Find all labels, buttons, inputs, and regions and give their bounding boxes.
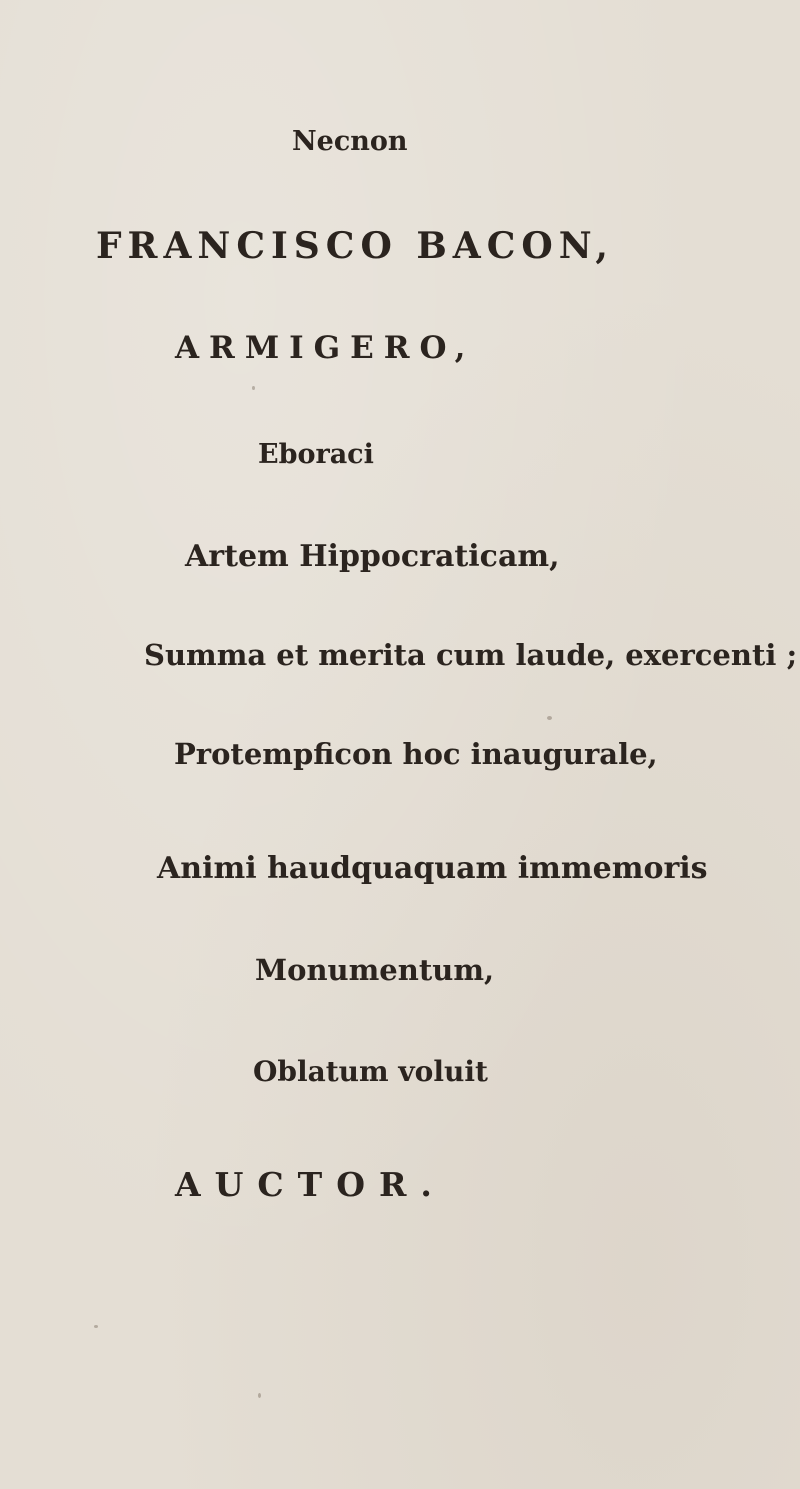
line-auctor: AUCTOR. — [175, 1165, 446, 1204]
line-eboraci: Eboraci — [258, 439, 374, 470]
paper-speck — [94, 1325, 98, 1328]
line-monumentum: Monumentum, — [255, 953, 495, 987]
line-summa-et-merita: Summa et merita cum laude, exercenti ; — [144, 638, 798, 672]
paper-speck — [252, 386, 255, 390]
paper-speck — [258, 1393, 261, 1398]
line-armigero: ARMIGERO, — [175, 330, 476, 366]
line-francisco-bacon: FRANCISCO BACON, — [96, 225, 614, 267]
paper-speck — [547, 716, 552, 720]
line-necnon: Necnon — [292, 126, 408, 157]
line-protempficon: Protempficon hoc inaugurale, — [174, 737, 658, 771]
line-oblatum-voluit: Oblatum voluit — [253, 1055, 488, 1088]
line-animi-haudquaquam: Animi haudquaquam immemoris — [157, 851, 708, 886]
line-artem-hippocraticam: Artem Hippocraticam, — [185, 539, 560, 574]
